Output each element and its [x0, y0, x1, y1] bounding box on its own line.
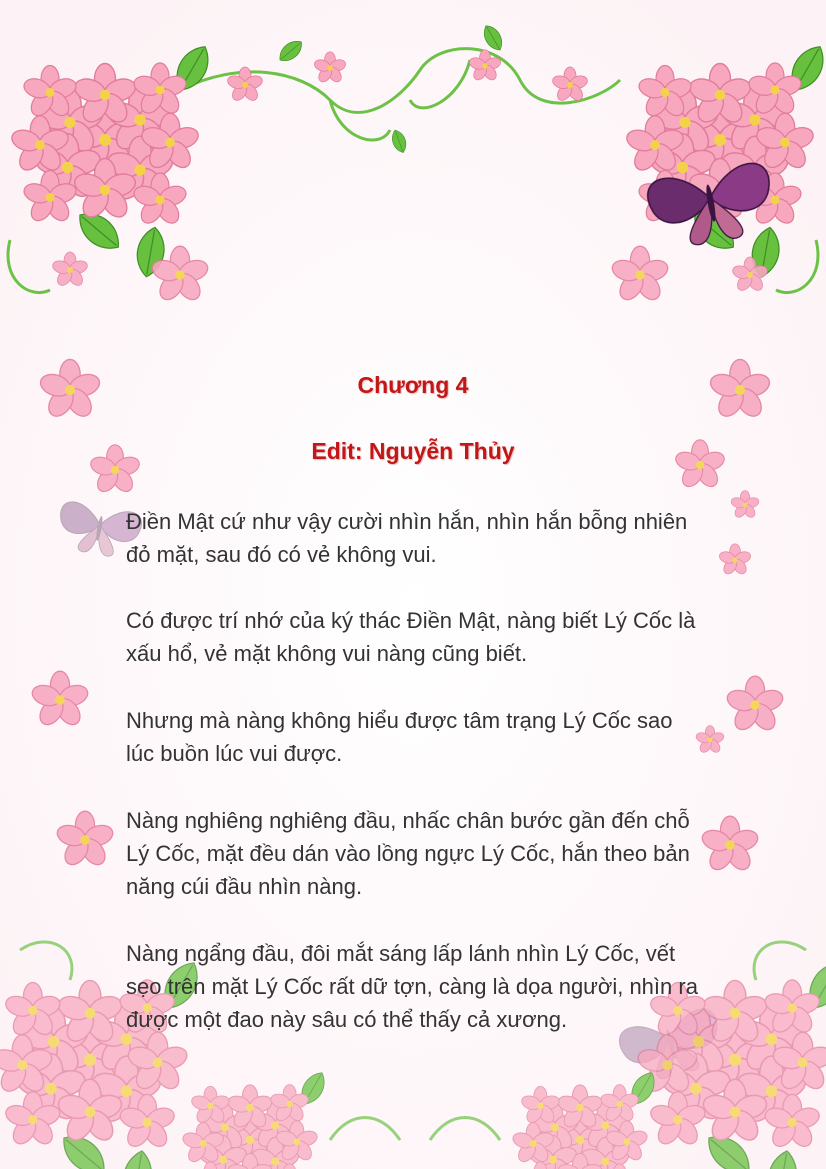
paragraph: Nàng ngẩng đầu, đôi mắt sáng lấp lánh nhìn Lý Cốc, vết sẹo trên mặt Lý Cốc rất dữ tợn, càng là dọa người, nhìn ra được một đao này sâu có thể thấy cả xương. — [126, 941, 698, 1032]
paragraph: Nàng nghiêng nghiêng đầu, nhấc chân bước gần đến chỗ Lý Cốc, mặt đều dán vào lồng ngực Lý Cốc, hắn theo bản năng cúi đầu nhìn nàng. — [126, 808, 690, 899]
editor-credit: Edit: Nguyễn Thủy — [311, 438, 515, 464]
paragraph: Điền Mật cứ như vậy cười nhìn hắn, nhìn hắn bỗng nhiên đỏ mặt, sau đó có vẻ không vui. — [126, 509, 688, 567]
paragraph: Nhưng mà nàng không hiểu được tâm trạng Lý Cốc sao lúc buồn lúc vui được. — [126, 708, 673, 766]
paragraph: Có được trí nhớ của ký thác Điền Mật, nàng biết Lý Cốc là xấu hổ, vẻ mặt không vui nàng cũng biết. — [126, 608, 696, 666]
chapter-title: Chương 4 — [357, 372, 469, 398]
